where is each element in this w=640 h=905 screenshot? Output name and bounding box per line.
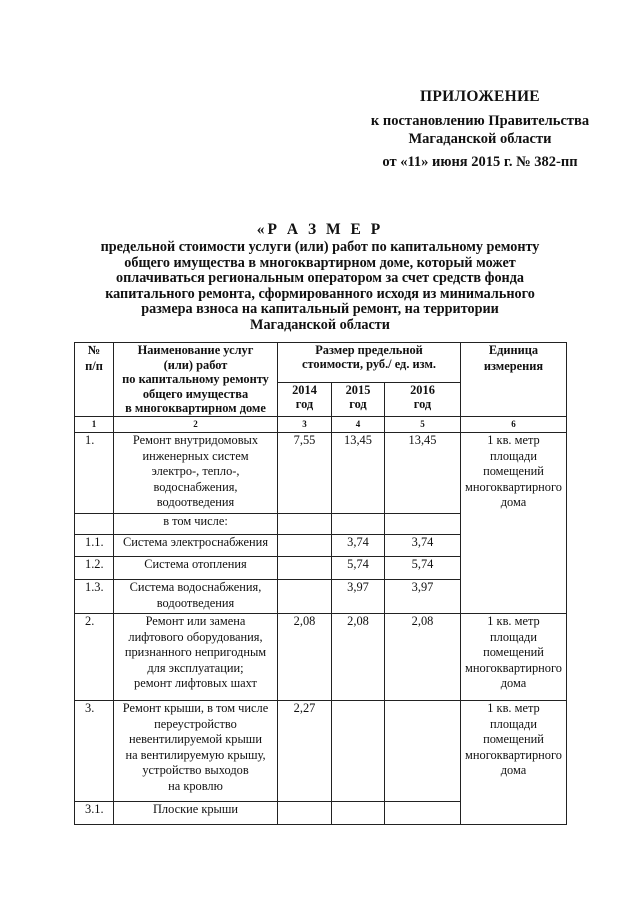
row-name <box>114 614 278 701</box>
unit-line: помещений <box>483 464 544 478</box>
value-2016 <box>385 701 461 802</box>
value-2015: 3,74 <box>332 535 385 557</box>
header-text: год <box>349 396 367 411</box>
value-2015 <box>332 802 385 825</box>
unit-line: дома <box>500 495 527 509</box>
subtitle-line: Магаданской области <box>250 316 390 333</box>
value-2014 <box>278 580 332 614</box>
header-text: стоимости, руб./ ед. изм. <box>301 357 437 371</box>
header-year-2016 <box>385 382 461 416</box>
row-name-line: невентилируемой крыши <box>129 732 262 746</box>
unit-line: 1 кв. метр <box>487 614 540 628</box>
value-2015 <box>332 514 385 535</box>
value-2014: 7,55 <box>278 433 332 514</box>
row-name-line: для эксплуатации; <box>147 660 244 675</box>
document-subtitle <box>80 240 560 334</box>
value-2014 <box>278 557 332 580</box>
row-name-line: Ремонт внутридомовых <box>132 433 259 447</box>
row-name-line: ремонт лифтовых шахт <box>134 676 257 690</box>
row-name-line: Ремонт крыши, в том числе <box>122 701 269 715</box>
row-number: 1. <box>75 433 114 514</box>
header-year-2015 <box>332 382 385 416</box>
row-name-line: инженерных систем <box>142 448 249 463</box>
value-2016 <box>385 514 461 535</box>
appendix-reference-line: к постановлению Правительства <box>370 113 590 129</box>
value-2015: 3,97 <box>332 580 385 614</box>
row-unit <box>461 614 567 701</box>
row-name: Система отопления <box>114 557 278 580</box>
header-text: № <box>87 343 101 357</box>
header-year-2014 <box>278 382 332 416</box>
row-name: в том числе: <box>114 514 278 535</box>
table-row <box>75 433 567 514</box>
row-name-line: на вентилируемую крышу, <box>125 747 266 762</box>
column-number: 1 <box>75 416 114 433</box>
row-number: 3. <box>75 701 114 802</box>
header-text: общего имущества <box>142 386 249 401</box>
value-2016: 3,97 <box>385 580 461 614</box>
subtitle-line: оплачиваться региональным оператором за счет средств фонда <box>116 270 524 287</box>
row-number: 3.1. <box>75 802 114 825</box>
row-name-line: электро-, тепло-, <box>151 464 240 478</box>
row-number: 1.3. <box>75 580 114 614</box>
column-number: 2 <box>114 416 278 433</box>
unit-line: помещений <box>483 645 544 659</box>
row-name <box>114 701 278 802</box>
value-2016: 2,08 <box>385 614 461 701</box>
header-text: в многоквартирном доме <box>125 401 266 415</box>
appendix-region-line: Магаданской области <box>408 131 552 147</box>
row-name <box>114 433 278 514</box>
unit-line: площади <box>490 448 537 463</box>
row-name-line: признанного непригодным <box>124 645 267 659</box>
value-2015 <box>332 701 385 802</box>
unit-line: многоквартирного <box>465 660 562 675</box>
header-text: по капитальному ремонту <box>122 372 269 386</box>
appendix-title: ПРИЛОЖЕНИЕ <box>420 88 540 105</box>
subtitle-line: размера взноса на капитальный ремонт, на территории <box>141 301 499 318</box>
row-name <box>114 580 278 614</box>
table-row <box>75 614 567 701</box>
unit-line: многоквартирного <box>465 747 562 762</box>
header-num <box>75 343 114 417</box>
row-name: Плоские крыши <box>114 802 278 825</box>
header-cost-group <box>278 343 461 383</box>
appendix-date-number: от «11» июня 2015 г. № 382-пп <box>382 154 578 170</box>
unit-line: 1 кв. метр <box>487 701 540 715</box>
unit-line: дома <box>500 676 527 690</box>
row-name-line: лифтового оборудования, <box>128 629 263 644</box>
unit-line: дома <box>500 763 527 777</box>
header-text: п/п <box>85 358 103 373</box>
row-number: 2. <box>75 614 114 701</box>
row-name-line: на кровлю <box>168 778 223 793</box>
header-unit <box>461 343 567 417</box>
cost-table <box>74 342 567 825</box>
row-name-line: водоснабжения, <box>153 479 238 494</box>
header-text: 2014 <box>292 382 317 397</box>
row-unit <box>461 433 567 614</box>
header-text: (или) работ <box>163 357 228 372</box>
subtitle-line: общего имущества в многоквартирном доме, который может <box>124 254 516 271</box>
row-name-line: водоотведения <box>156 595 235 610</box>
unit-line: площади <box>490 716 537 731</box>
header-text: год <box>295 396 314 411</box>
header-text: год <box>413 396 432 411</box>
unit-line: площади <box>490 629 537 644</box>
value-2016: 3,74 <box>385 535 461 557</box>
row-name-line: Система водоснабжения, <box>129 580 262 594</box>
value-2014: 2,08 <box>278 614 332 701</box>
row-number: 1.1. <box>75 535 114 557</box>
row-name-line: устройство выходов <box>142 763 249 777</box>
value-2016 <box>385 802 461 825</box>
column-number: 6 <box>461 416 567 433</box>
column-number: 5 <box>385 416 461 433</box>
column-number-row <box>75 416 567 433</box>
row-unit <box>461 701 567 825</box>
value-2015: 2,08 <box>332 614 385 701</box>
table-row <box>75 701 567 802</box>
unit-line: помещений <box>483 732 544 746</box>
subtitle-line: капитального ремонта, сформированного исходя из минимального <box>105 285 535 302</box>
header-text: 2015 <box>345 382 371 397</box>
table-header-row <box>75 343 567 383</box>
value-2014 <box>278 514 332 535</box>
subtitle-line: предельной стоимости услуги (или) работ по капитальному ремонту <box>100 239 540 255</box>
value-2014 <box>278 535 332 557</box>
row-name: Система электроснабжения <box>114 535 278 557</box>
value-2014 <box>278 802 332 825</box>
row-name-line: водоотведения <box>156 495 235 509</box>
value-2014: 2,27 <box>278 701 332 802</box>
unit-line: многоквартирного <box>465 479 562 494</box>
header-text: Единица <box>488 343 539 357</box>
header-text: 2016 <box>410 382 435 397</box>
header-text: измерения <box>483 358 544 373</box>
row-number <box>75 514 114 535</box>
header-name <box>114 343 278 417</box>
value-2015: 5,74 <box>332 557 385 580</box>
row-name-line: Ремонт или замена <box>145 614 246 628</box>
row-number: 1.2. <box>75 557 114 580</box>
value-2016: 5,74 <box>385 557 461 580</box>
column-number: 4 <box>332 416 385 433</box>
header-text: Размер предельной <box>315 343 423 357</box>
value-2016: 13,45 <box>385 433 461 514</box>
column-number: 3 <box>278 416 332 433</box>
row-name-line: переустройство <box>154 716 237 731</box>
value-2015: 13,45 <box>332 433 385 514</box>
document-title: «Р А З М Е Р <box>256 221 384 238</box>
unit-line: 1 кв. метр <box>487 433 540 447</box>
header-text: Наименование услуг <box>137 343 254 357</box>
